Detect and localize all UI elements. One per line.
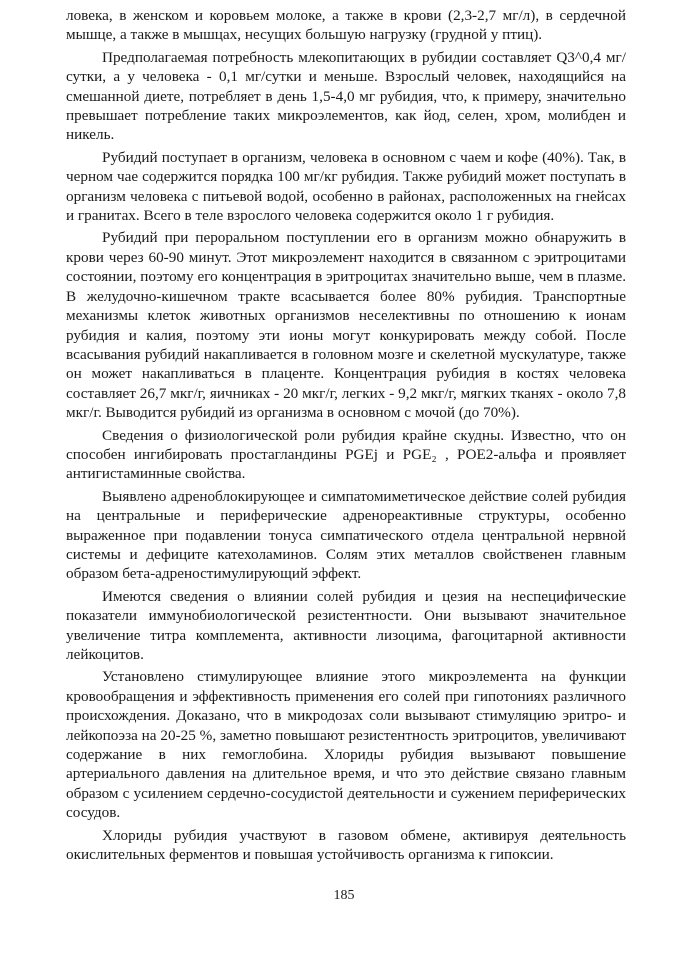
paragraph-6: Выявлено адреноблокирующее и симпатомиметическое действие солей рубидия на центральные и периферические адренореактивные структуры, особенно выраженное при подавлении тонуса симпатического отдела центральной нервной системы и дефиците катехоламинов. Солям этих металлов свойственен главным образом бета-адреностимулирующий эффект. — [66, 487, 626, 583]
paragraph-4: Рубидий при пероральном поступлении его в организм можно обнаружить в крови через 60-90 минут. Этот микроэлемент находится в связанном с эритроцитами состоянии, поэтому его концентрация в эритроцитах значительно выше, чем в плазме. В желудочно-кишечном тракте всасывается более 80% рубидия. Транспортные механизмы клеток животных организмов неселективны по отношению к ионам рубидия и калия, поэтому эти ионы могут конкурировать между собой. После всасывания рубидий накапливается в головном мозге и скелетной мускулатуре, также он может накапливаться в плаценте. Концентрация рубидия в костях человека составляет 26,7 мкг/г, яичниках - 20 мкг/г, легких - 9,2 мкг/г, мягких тканях - около 7,8 мкг/г. Выводится рубидий из организма в основном с мочой (до 70%). — [66, 229, 626, 422]
page-number: 185 — [333, 888, 355, 903]
paragraph-9: Хлориды рубидия участвуют в газовом обмене, активируя деятельность окислительных ферментов и повышая устойчивость организма к гипоксии. — [66, 826, 626, 864]
paragraph-2: Предполагаемая потребность млекопитающих в рубидии составляет Q3^0,4 мг/сутки, а у человека - 0,1 мг/сутки и меньше. Взрослый человек, находящийся на смешанной диете, потребляет в день 1,5-4,0 мг рубидия, что, к примеру, значительно превышает потребление таких микроэлементов, как йод, селен, хром, молибден и никель. — [66, 48, 626, 144]
paragraph-8: Установлено стимулирующее влияние этого микроэлемента на функции кровообращения и эффективность применения его солей при гипотониях различного происхождения. Доказано, что в микродозах соли вызывают стимуляцию эритро- и лейкопоэза на 20-25 %, заметно повышают резистентность эритроцитов, увеличивают содержание в них гемоглобина. Хлориды рубидия вызывают повышение артериального давления на длительное время, и что это действие связано главным образом с усилением сердечно-сосудистой деятельности и сужением периферических сосудов. — [66, 668, 626, 822]
paragraph-1: ловека, в женском и коровьем молоке, а также в крови (2,3-2,7 мг/л), в сердечной мышце, а также в мышцах, несущих большую нагрузку (грудной у птиц). — [66, 7, 626, 44]
paragraph-5: Сведения о физиологической роли рубидия крайне скудны. Известно, что он способен ингибировать простагландины PGEj и PGE₂ , POE2-альфа и проявляет антигистаминные свойства. — [66, 426, 626, 483]
paragraph-7: Имеются сведения о влиянии солей рубидия и цезия на неспецифические показатели иммунобиологической резистентности. Они вызывают значительное увеличение титра комплемента, активности лизоцима, фагоцитарной активности лейкоцитов. — [66, 587, 626, 663]
paragraph-3: Рубидий поступает в организм, человека в основном с чаем и кофе (40%). Так, в черном чае содержится порядка 100 мг/кг рубидия. Также рубидий может поступать в организм человека с питьевой водой, особенно в районах, расположенных на гнейсах и гранитах. Всего в теле взрослого человека содержится около 1 г рубидия. — [66, 148, 626, 225]
